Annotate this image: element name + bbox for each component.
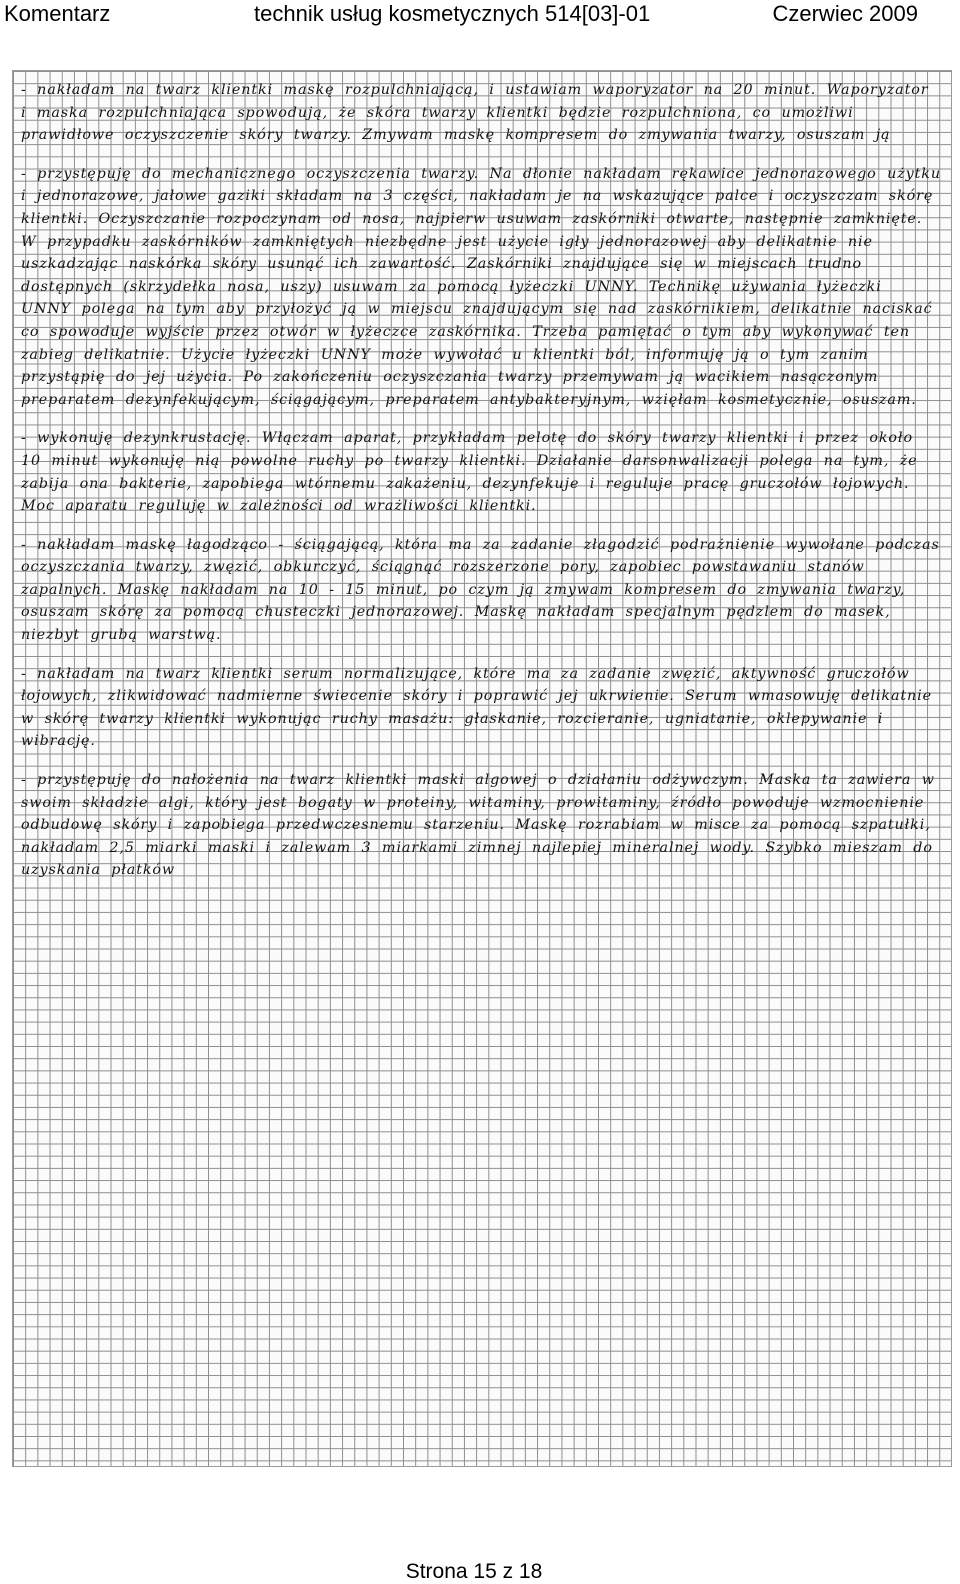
scanned-graph-paper-sheet (12, 70, 952, 1467)
handwritten-paragraph-6: - przystępuję do nałożenia na twarz klientki maski algowej o działaniu odżywczym. Maska ta zawiera w swoim składzie algi, który jest bogaty w proteiny, witaminy, prowitaminy, źródło powoduje wzmocnienie odbudowę skóry i zapobiega przedwczesnemu starzeniu. Maskę rozrabiam w misce za pomocą szpatułki, nakładam 2,5 miarki maski i zalewam 3 miarkami zimnej najlepiej mineralnej wody. Szybko mieszam do uzyskania płatków (21, 772, 935, 879)
handwritten-paragraph-1: - nakładam na twarz klientki maskę rozpulchniającą, i ustawiam waporyzator na 20 minut. Waporyzator i maska rozpulchniająca spowodują, że skóra twarzy klientki będzie rozpulchniona, co umożliwi prawidłowe oczyszczenie skóry twarzy. Zmywam maskę kompresem do zmywania twarzy, osuszam ją (21, 82, 929, 144)
header-exam-date: Czerwiec 2009 (772, 1, 918, 26)
page-footer (0, 1560, 960, 1584)
handwritten-exam-answer (21, 79, 941, 884)
handwritten-paragraph-3: - wykonuję dezynkrustację. Włączam aparat, przykładam pelotę do skóry twarzy klientki i przez około 10 minut wykonuję nią powolne ruchy po twarzy klientki. Działanie darsonwalizacji polega na tym, że zabija ona bakterie, zapobiega wtórnemu zakażeniu, dezynfekuje i reguluje pracę gruczołów łojowych. Moc aparatu reguluję w zależności od wrażliwości klientki. (21, 430, 918, 515)
page-header (0, 0, 960, 28)
handwritten-paragraph-4: - nakładam maskę łagodząco - ściągającą, która ma za zadanie złagodzić podrażnienie wywołane podczas oczyszczania twarzy, zwęzić, obkurczyć, ściągnąć rozszerzone pory, zapobiec powstawaniu stanów zapalnych. Maskę nakładam na 10 - 15 minut, po czym ją zmywam kompresem do zmywania twarzy, osuszam skórę za pomocą chusteczki jednorazowej. Maskę nakładam specjalnym pędzlem do masek, niezbyt grubą warstwą. (21, 536, 940, 644)
header-exam-title: technik usług kosmetycznych 514[03]-01 (254, 1, 651, 26)
handwritten-paragraph-5: - nakładam na twarz klientki serum normalizujące, które ma za zadanie zwęzić, aktywność gruczołów łojowych, zlikwidować nadmierne świecenie skóry i poprawić jej ukrwienie. Serum wmasowuję delikatnie w skórę twarzy klientki wykonując ruchy masażu: głaskanie, rozcieranie, ugniatanie, oklepywanie i wibrację. (21, 665, 932, 750)
header-document-type: Komentarz (4, 1, 111, 26)
page-number: Strona 15 z 18 (405, 1560, 543, 1583)
handwritten-paragraph-2: - przystępuję do mechanicznego oczyszczenia twarzy. Na dłonie nakładam rękawice jednorazowego użytku i jednorazowe, jałowe gaziki składam na 3 części, nakładam je na wskazujące palce i oczyszczam skórę klientki. Oczyszczanie rozpoczynam od nosa, najpierw usuwam zaskórniki otwarte, następnie zamknięte. W przypadku zaskórników zamkniętych niezbędne jest użycie igły jednorazowej aby delikatnie nie uszkadzając naskórka skóry usunąć ich zawartość. Zaskórniki znajdujące się w miejscach trudno dostępnych (skrzydełka nosa, uszy) usuwam za pomocą łyżeczki UNNY. Technikę używania łyżeczki UNNY polega na tym aby przyłożyć ją w miejscu znajdującym się nad zaskórnikiem, delikatnie naciskać co spowoduje wyjście przez otwór w łyżeczce zaskórnika. Trzeba pamiętać o tym aby wykonywać ten zabieg delikatnie. Użycie łyżeczki UNNY może wywołać u klientki ból, informuję ją o tym zanim przystąpię do jej użycia. Po zakończeniu oczyszczania twarzy przemywam ją wacikiem nasączonym preparatem dezynfekującym, ściągającym, preparatem antybakteryjnym, wzięłam kosmetycznie, osuszam. (21, 165, 941, 408)
